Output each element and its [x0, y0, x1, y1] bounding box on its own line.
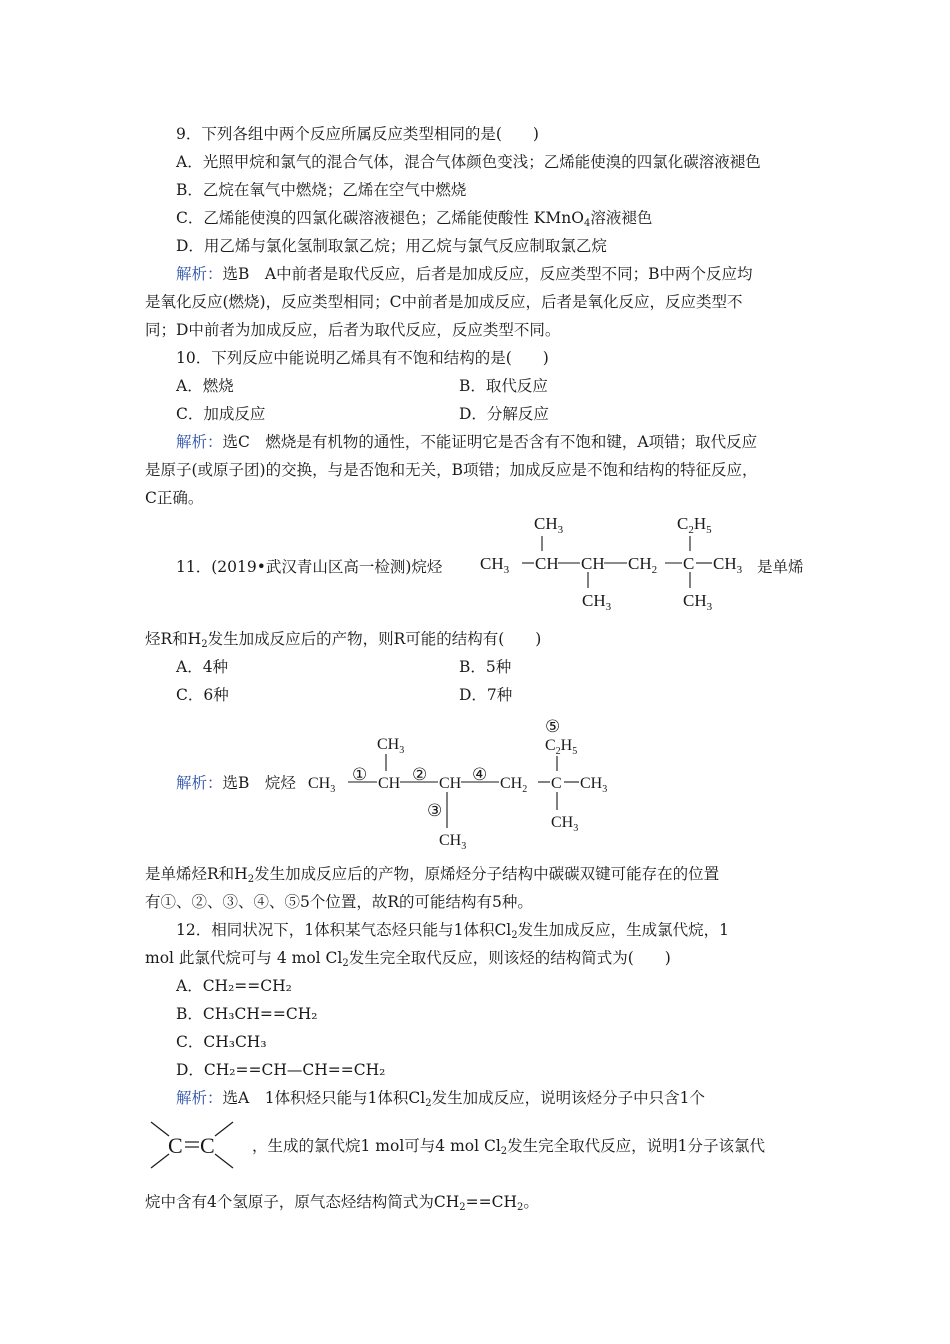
q10-option-d: D．分解反应	[459, 405, 549, 423]
formula-top-ch3: $CH_3$	[534, 514, 564, 536]
q11-option-c: C．6种	[176, 686, 229, 704]
q11-explanation-2	[145, 864, 719, 890]
q12-stem-1-text-end: 发生加成反应，生成氯代烷，1	[517, 921, 730, 939]
q11-explanation-2-text: 是单烯烃R和H	[145, 865, 248, 883]
q12-stem-1	[176, 920, 729, 946]
q11-stem-end: 是单烯	[757, 558, 804, 576]
q11-explanation-text: 选B 烷烃	[222, 774, 296, 792]
q11-stem-2	[145, 629, 541, 655]
q11-option-d: D．7种	[459, 686, 513, 704]
q11-stem: 11．(2019•武汉青山区高一检测)烷烃	[176, 558, 443, 576]
double-bond-c-right: C	[200, 1133, 215, 1158]
q12-option-c: C．CH₃CH₃	[176, 1033, 267, 1051]
exp-c: C	[551, 775, 562, 792]
formula-ch3-left: $CH_3$	[480, 554, 510, 576]
q9-explanation-text: 选B A中前者是取代反应，后者是加成反应，反应类型不同；B中两个反应均	[222, 265, 753, 283]
q12-option-a: A．CH₂==CH₂	[176, 977, 292, 995]
exp-top-ch3: $CH_3$	[377, 736, 405, 756]
exp-circle-5: ⑤	[545, 717, 561, 736]
formula-ch-2: CH	[581, 554, 605, 573]
q12-explanation-2-text-end: 发生完全取代反应，说明1分子该氯代	[507, 1137, 766, 1155]
exp-ch-1: CH	[378, 775, 401, 792]
q12-explanation-3-mid: ==CH	[465, 1193, 517, 1211]
formula-bottom-ch3-1: $CH_3$	[582, 591, 612, 612]
carbon-double-bond-structure	[145, 1114, 245, 1176]
q10-explanation-text: 选C 燃烧是有机物的通性，不能证明它是否含有不饱和键，A项错；取代反应	[222, 433, 758, 451]
q11-explanation-label: 解析：	[176, 774, 223, 792]
q11-option-b: B．5种	[459, 658, 512, 676]
q10-explanation-label: 解析：	[176, 433, 223, 451]
q12-explanation-1	[176, 1088, 705, 1114]
exp-ch-2: CH	[439, 775, 462, 792]
q9-stem: 9．下列各组中两个反应所属反应类型相同的是( )	[176, 125, 539, 143]
q12-explanation-1-text: 选A 1体积烃只能与1体积Cl	[222, 1089, 426, 1107]
q12-explanation-1-sub: 2	[425, 1098, 432, 1109]
exp-circle-3: ③	[427, 801, 443, 820]
exp-ch3-right: $CH_3$	[580, 775, 608, 795]
double-bond-c-left: C	[168, 1133, 183, 1158]
q9-option-c	[176, 208, 652, 234]
q9-explanation-label: 解析：	[176, 265, 223, 283]
q12-stem-1-text: 12．相同状况下，1体积某气态烃只能与1体积Cl	[176, 921, 512, 939]
formula-ch2: $CH_2$	[628, 554, 658, 576]
q11-option-a: A．4种	[176, 658, 229, 676]
q11-explanation-2-text-end: 发生加成反应后的产物，原烯烃分子结构中碳碳双键可能存在的位置	[254, 865, 720, 883]
q11-explanation-1	[176, 773, 296, 793]
q11-explanation-2-sub: 2	[247, 874, 255, 885]
exp-bottom-ch3-1: $CH_3$	[439, 832, 467, 852]
q12-stem-2-text: mol 此氯代烷可与 4 mol Cl	[145, 949, 343, 967]
q12-explanation-3-text: 烷中含有4个氢原子，原气态烃结构简式为CH	[145, 1193, 460, 1211]
q9-c-text: C．乙烯能使溴的四氯化碳溶液褪色；乙烯能使酸性 KMnO	[176, 209, 584, 227]
q12-explanation-3-end: 。	[523, 1193, 539, 1211]
q9-option-d: D．用乙烯与氯化氢制取氯乙烷；用乙烷与氯气反应制取氯乙烷	[176, 237, 607, 255]
q12-explanation-2	[252, 1136, 765, 1162]
q9-explanation-1	[176, 264, 753, 284]
q10-explanation-2: 是原子(或原子团)的交换，与是否饱和无关，B项错；加成反应是不饱和结构的特征反应，	[145, 461, 758, 479]
q9-option-a: A．光照甲烷和氯气的混合气体，混合气体颜色变浅；乙烯能使溴的四氯化碳溶液褪色	[176, 153, 761, 171]
exp-ch2: $CH_2$	[500, 775, 528, 795]
q12-explanation-label: 解析：	[176, 1089, 223, 1107]
exp-top-c2h5: $C_2H_5$	[545, 737, 578, 757]
q12-stem-2-sub: 2	[342, 958, 349, 969]
q12-explanation-3-sub-1: 2	[459, 1202, 466, 1213]
q12-explanation-3-sub-2: 2	[516, 1202, 524, 1213]
q9-option-b: B．乙烷在氧气中燃烧；乙烯在空气中燃烧	[176, 181, 467, 199]
exp-bottom-ch3-2: $CH_3$	[551, 814, 579, 834]
q10-explanation-3: C正确。	[145, 489, 204, 507]
q12-stem-2	[145, 948, 671, 974]
q9-c-sub: 4	[583, 218, 591, 229]
exp-circle-1: ①	[352, 765, 368, 784]
q12-explanation-3	[145, 1192, 539, 1218]
q11-explanation-formula	[308, 712, 618, 856]
q10-stem: 10．下列反应中能说明乙烯具有不饱和结构的是( )	[176, 349, 549, 367]
formula-c: C	[683, 554, 695, 573]
q10-explanation-1	[176, 432, 757, 452]
exp-ch3-left: $CH_3$	[308, 775, 336, 795]
q12-option-d: D．CH₂==CH—CH==CH₂	[176, 1061, 386, 1079]
q12-stem-1-sub: 2	[511, 930, 518, 941]
formula-ch3-right: $CH_3$	[713, 554, 743, 576]
q12-explanation-2-sub: 2	[500, 1146, 508, 1157]
q12-stem-2-text-end: 发生完全取代反应，则该烃的结构简式为( )	[348, 949, 671, 967]
exp-circle-2: ②	[412, 765, 428, 784]
q12-option-b: B．CH₃CH==CH₂	[176, 1005, 318, 1023]
q12-explanation-1-text-end: 发生加成反应，说明该烃分子中只含1个	[431, 1089, 706, 1107]
exp-circle-4: ④	[472, 765, 488, 784]
q10-option-b: B．取代反应	[459, 377, 548, 395]
q10-option-c: C．加成反应	[176, 405, 266, 423]
q10-option-a: A．燃烧	[176, 377, 234, 395]
q11-stem-2-text: 烃R和H	[145, 630, 202, 648]
formula-ch-1: CH	[535, 554, 559, 573]
formula-bottom-ch3-2: $CH_3$	[683, 591, 713, 612]
formula-top-c2h5: $C_2H_5$	[677, 514, 712, 536]
q11-stem-2-sub: 2	[201, 639, 208, 650]
q9-explanation-3: 同；D中前者为加成反应，后者为取代反应，反应类型不同。	[145, 321, 561, 339]
q9-c-text-end: 溶液褪色	[590, 209, 653, 227]
q11-structural-formula	[478, 508, 758, 612]
q11-stem-2-text-end: 发生加成反应后的产物，则R可能的结构有( )	[207, 630, 542, 648]
q12-explanation-2-text: ，生成的氯代烷1 mol可与4 mol Cl	[252, 1137, 501, 1155]
q9-explanation-2: 是氧化反应(燃烧)，反应类型相同；C中前者是加成反应，后者是氧化反应，反应类型不	[145, 293, 743, 311]
q11-explanation-3: 有①、②、③、④、⑤5个位置，故R的可能结构有5种。	[145, 893, 533, 911]
